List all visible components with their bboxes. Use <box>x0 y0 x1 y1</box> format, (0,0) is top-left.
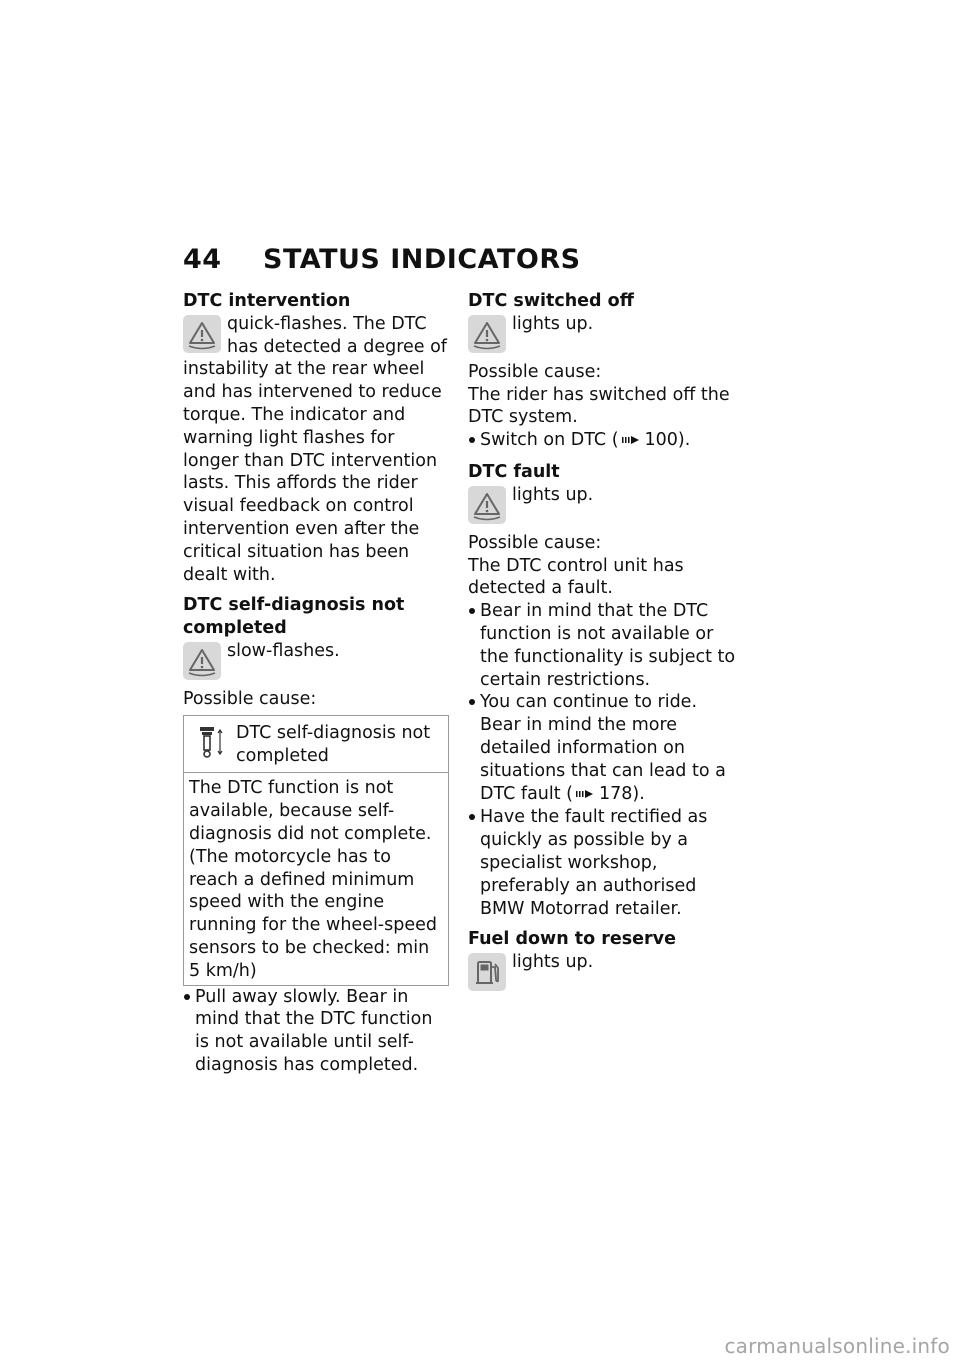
right-column <box>468 290 740 993</box>
indicator-description <box>468 951 740 993</box>
section-dtc-self-diagnosis <box>183 594 449 1076</box>
page-header <box>183 240 581 280</box>
indicator-text: lights up. <box>512 484 594 505</box>
dtc-off-icon <box>468 486 506 524</box>
cause-table-title: DTC self-diagnosis not completed <box>236 722 431 766</box>
section-dtc-intervention <box>183 290 449 586</box>
section-heading: DTC fault <box>468 461 560 482</box>
cause-table-header <box>184 716 448 774</box>
page-reference[interactable]: 100). <box>644 430 691 451</box>
cause-text: The DTC control unit has detected a fault. <box>468 555 684 599</box>
indicator-text: quick-flashes. The DTC has detected a degree of instability at the rear wheel and has intervened to reduce torque. The indicator and warning light flashes for longer than DTC intervention lasts. This affords the rider visual feedback on control intervention even after the critical situation has been dealt with. <box>183 313 447 585</box>
cause-table-body: The DTC function is not available, because self-diagnosis did not complete. (The motorcycle has to reach a defined minimum speed with the engine running for the wheel-speed sensors to be checked: min 5 km/h) <box>189 778 437 981</box>
possible-cause-label: Possible cause: <box>468 361 602 382</box>
list-item: Bear in mind that the DTC function is not available or the functionality is subject to certain restrictions. <box>468 600 740 691</box>
list-item-text: Switch on DTC ( <box>480 430 619 451</box>
indicator-description <box>468 484 740 526</box>
indicator-description <box>183 640 449 682</box>
action-list <box>468 600 740 920</box>
action-list <box>183 986 449 1077</box>
dtc-off-icon <box>468 315 506 353</box>
section-fuel-reserve <box>468 928 740 993</box>
watermark: carmanualsonline.info <box>724 1334 950 1358</box>
list-item <box>468 429 740 453</box>
indicator-description <box>183 313 449 587</box>
page-reference[interactable]: 178). <box>599 783 645 804</box>
possible-cause-label: Possible cause: <box>468 532 602 553</box>
action-list <box>468 429 740 453</box>
list-item-text: You can continue to ride. Bear in mind the more detailed information on situations that can lead to a DTC fault ( <box>480 692 726 804</box>
left-column <box>183 290 449 1077</box>
page-number: 44 <box>183 244 222 275</box>
cause-text: The rider has switched off the DTC system. <box>468 384 730 428</box>
list-item <box>468 691 740 806</box>
list-item: Have the fault rectified as quickly as possible by a specialist workshop, preferably an authorised BMW Motorrad retailer. <box>468 806 740 920</box>
engine-diagnosis-icon <box>196 724 232 768</box>
page-title: STATUS INDICATORS <box>263 244 581 275</box>
section-heading: DTC switched off <box>468 291 634 311</box>
dtc-warning-icon <box>183 315 221 353</box>
section-dtc-fault <box>468 461 740 920</box>
section-heading: DTC intervention <box>183 291 351 311</box>
indicator-description <box>468 313 740 355</box>
section-heading: DTC self-diagnosis not completed <box>183 595 405 639</box>
indicator-text: lights up. <box>512 313 594 334</box>
possible-cause-label: Possible cause: <box>183 688 317 709</box>
section-heading: Fuel down to reserve <box>468 929 676 950</box>
section-dtc-switched-off <box>468 290 740 453</box>
indicator-text: slow-flashes. <box>227 640 340 661</box>
fuel-pump-icon <box>468 953 506 991</box>
cause-table <box>183 715 449 986</box>
page-reference-arrow-icon <box>576 784 596 807</box>
indicator-text: lights up. <box>512 952 594 973</box>
page-reference-arrow-icon <box>622 430 642 453</box>
dtc-warning-icon <box>183 642 221 680</box>
list-item: Pull away slowly. Bear in mind that the DTC function is not available until self-diagnosis has completed. <box>183 986 449 1077</box>
